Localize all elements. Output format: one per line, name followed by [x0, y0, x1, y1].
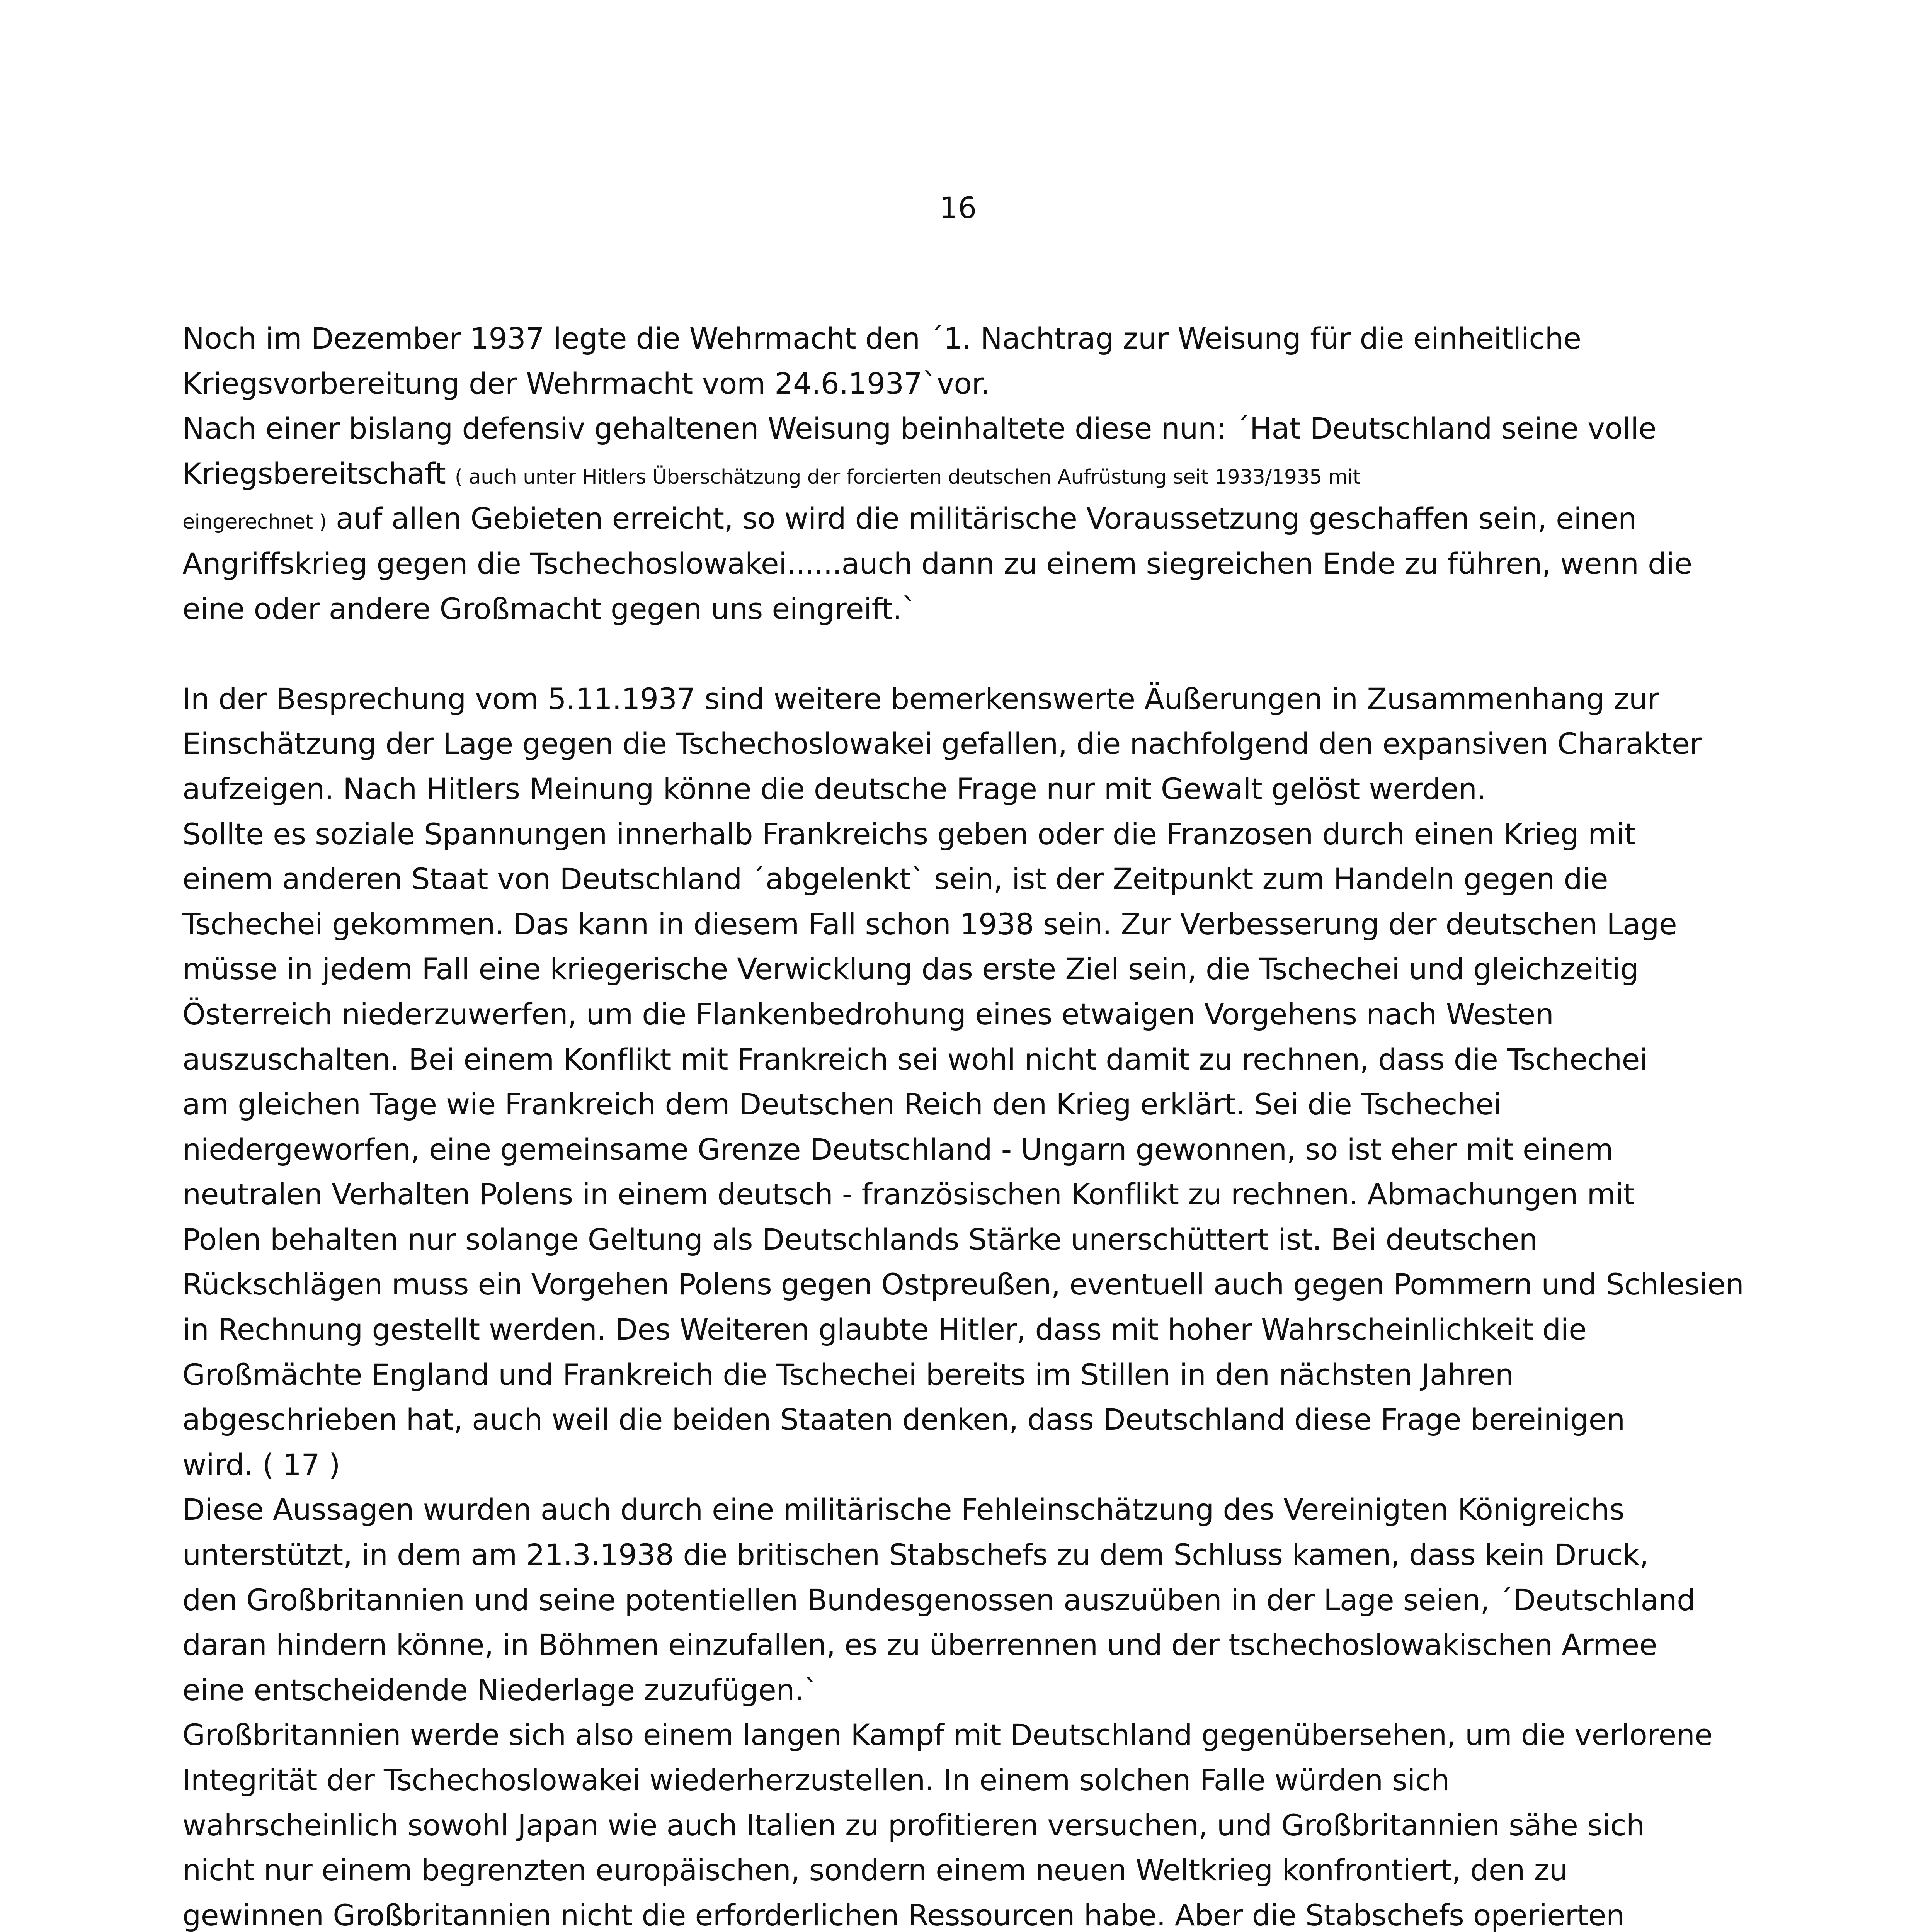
text-line: [182, 587, 1763, 632]
text-line: [182, 1893, 1763, 1932]
text-segment: unterstützt, in dem am 21.3.1938 die britischen Stabschefs zu dem Schluss kamen, dass kein Druck,: [182, 1537, 1649, 1572]
text-segment: Sollte es soziale Spannungen innerhalb Frankreichs geben oder die Franzosen durch einen Krieg mit: [182, 816, 1636, 851]
text-line: [182, 1082, 1763, 1127]
text-segment: Kriegsbereitschaft: [182, 456, 455, 491]
text-segment: daran hindern könne, in Böhmen einzufallen, es zu überrennen und der tschechoslowakischen Armee: [182, 1628, 1657, 1662]
text-segment-small: eingerechnet ): [182, 510, 327, 534]
text-line: [182, 1532, 1763, 1578]
text-line: [182, 1217, 1763, 1262]
page-number: 16: [939, 190, 977, 225]
text-segment: den Großbritannien und seine potentiellen Bundesgenossen auszuüben in der Lage seien, ´Deutschland: [182, 1582, 1695, 1617]
text-line: [182, 1037, 1763, 1082]
text-segment: Einschätzung der Lage gegen die Tschechoslowakei gefallen, die nachfolgend den expansiven Charakter: [182, 726, 1702, 761]
text-line: [182, 1578, 1763, 1623]
text-segment: wird. ( 17 ): [182, 1447, 340, 1482]
text-line: [182, 1352, 1763, 1398]
text-segment: abgeschrieben hat, auch weil die beiden Staaten denken, dass Deutschland diese Frage bereinigen: [182, 1402, 1625, 1437]
text-line: [182, 1848, 1763, 1893]
text-segment: am gleichen Tage wie Frankreich dem Deutschen Reich den Krieg erklärt. Sei die Tschechei: [182, 1087, 1502, 1122]
text-line: [182, 1487, 1763, 1532]
text-segment: nicht nur einem begrenzten europäischen, sondern einem neuen Weltkrieg konfrontiert, den zu: [182, 1853, 1568, 1888]
text-line: [182, 767, 1763, 812]
text-line: [182, 451, 1763, 497]
text-segment: Angriffskrieg gegen die Tschechoslowakei......auch dann zu einem siegreichen Ende zu führen, wenn die: [182, 546, 1692, 581]
paragraph-gap: [182, 631, 1763, 677]
text-line: [182, 1713, 1763, 1758]
text-segment: auszuschalten. Bei einem Konflikt mit Frankreich sei wohl nicht damit zu rechnen, dass die Tschechei: [182, 1042, 1648, 1077]
text-line: [182, 1668, 1763, 1713]
text-segment: Polen behalten nur solange Geltung als Deutschlands Stärke unerschüttert ist. Bei deutschen: [182, 1222, 1538, 1257]
text-line: [182, 1803, 1763, 1848]
text-segment: Integrität der Tschechoslowakei wiederherzustellen. In einem solchen Falle würden sich: [182, 1763, 1450, 1797]
text-segment: neutralen Verhalten Polens in einem deutsch - französischen Konflikt zu rechnen. Abmachungen mit: [182, 1177, 1635, 1212]
text-line: [182, 1442, 1763, 1488]
text-line: [182, 1262, 1763, 1307]
text-segment: eine oder andere Großmacht gegen uns eingreift.`: [182, 591, 916, 626]
paragraph: [182, 316, 1763, 631]
text-segment: niedergeworfen, eine gemeinsame Grenze Deutschland - Ungarn gewonnen, so ist eher mit einem: [182, 1132, 1613, 1167]
text-segment: Kriegsvorbereitung der Wehrmacht vom 24.6.1937`vor.: [182, 366, 990, 401]
text-line: [182, 1622, 1763, 1668]
text-line: [182, 1397, 1763, 1442]
text-line: [182, 496, 1763, 541]
text-line: [182, 406, 1763, 451]
text-line: [182, 1127, 1763, 1172]
text-segment: Großbritannien werde sich also einem langen Kampf mit Deutschland gegenübersehen, um die verlorene: [182, 1718, 1713, 1752]
text-segment: Nach einer bislang defensiv gehaltenen Weisung beinhaltete diese nun: ´Hat Deutschland seine volle: [182, 411, 1657, 446]
text-segment: Rückschlägen muss ein Vorgehen Polens gegen Ostpreußen, eventuell auch gegen Pommern und Schlesien: [182, 1267, 1744, 1302]
text-line: [182, 541, 1763, 587]
paragraph: [182, 677, 1763, 1932]
text-segment: in Rechnung gestellt werden. Des Weiteren glaubte Hitler, dass mit hoher Wahrscheinlichkeit die: [182, 1312, 1587, 1347]
text-segment: In der Besprechung vom 5.11.1937 sind weitere bemerkenswerte Äußerungen in Zusammenhang zur: [182, 681, 1659, 716]
text-segment: Diese Aussagen wurden auch durch eine militärische Fehleinschätzung des Vereinigten Königreichs: [182, 1492, 1625, 1527]
text-line: [182, 857, 1763, 902]
text-line: [182, 992, 1763, 1037]
text-segment: Noch im Dezember 1937 legte die Wehrmacht den ´1. Nachtrag zur Weisung für die einheitliche: [182, 321, 1581, 355]
text-segment: Österreich niederzuwerfen, um die Flankenbedrohung eines etwaigen Vorgehens nach Westen: [182, 997, 1554, 1031]
text-segment: einem anderen Staat von Deutschland ´abgelenkt` sein, ist der Zeitpunkt zum Handeln gegen die: [182, 862, 1608, 896]
text-line: [182, 361, 1763, 406]
text-line: [182, 902, 1763, 947]
text-segment: eine entscheidende Niederlage zuzufügen.`: [182, 1672, 818, 1707]
text-line: [182, 1307, 1763, 1352]
text-segment-small: ( auch unter Hitlers Überschätzung der forcierten deutschen Aufrüstung seit 1933/1935 mit: [455, 465, 1361, 489]
text-segment: gewinnen Großbritannien nicht die erforderlichen Ressourcen habe. Aber die Stabschefs operierten: [182, 1898, 1625, 1932]
text-line: [182, 677, 1763, 722]
text-line: [182, 1172, 1763, 1217]
text-line: [182, 1758, 1763, 1803]
text-line: [182, 316, 1763, 361]
text-segment: Großmächte England und Frankreich die Tschechei bereits im Stillen in den nächsten Jahren: [182, 1357, 1514, 1392]
text-segment: Tschechei gekommen. Das kann in diesem Fall schon 1938 sein. Zur Verbesserung der deutschen Lage: [182, 906, 1677, 941]
text-line: [182, 947, 1763, 992]
text-segment: müsse in jedem Fall eine kriegerische Verwicklung das erste Ziel sein, die Tschechei und gleichzeitig: [182, 952, 1639, 986]
document-body: [182, 316, 1763, 1932]
text-segment: wahrscheinlich sowohl Japan wie auch Italien zu profitieren versuchen, und Großbritannien sähe sich: [182, 1808, 1645, 1842]
text-segment: auf allen Gebieten erreicht, so wird die militärische Voraussetzung geschaffen sein, einen: [327, 501, 1637, 536]
text-line: [182, 721, 1763, 767]
text-segment: aufzeigen. Nach Hitlers Meinung könne die deutsche Frage nur mit Gewalt gelöst werden.: [182, 771, 1486, 806]
text-line: [182, 812, 1763, 857]
